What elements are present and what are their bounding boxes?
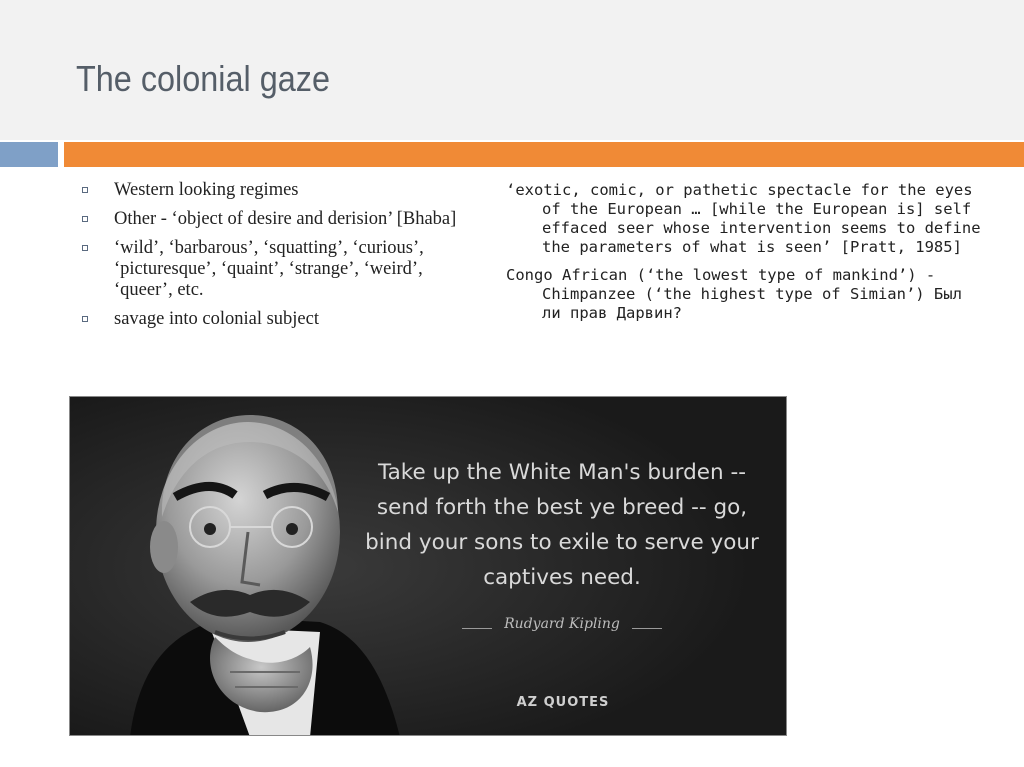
bullet-text: savage into colonial subject xyxy=(114,309,319,329)
pratt-quote: ‘exotic, comic, or pathetic spectacle for the eyes of the European … [while the European is] self effaced seer whose intervention seems to define the parameters of what is seen’ [Pratt, 1985] xyxy=(506,181,981,256)
author-signature: Rudyard Kipling xyxy=(504,616,620,632)
square-bullet-icon xyxy=(82,216,88,222)
quote-text: Take up the White Man's burden -- send forth the best ye breed -- go, bind your sons to exile to serve your captives need. xyxy=(365,460,759,590)
right-column xyxy=(506,181,986,332)
accent-bar-blue xyxy=(0,142,58,167)
bullet-item xyxy=(80,209,480,230)
congo-comparison: Congo African (‘the lowest type of mankind’) - Chimpanzee (‘the highest type of Simian’) Был ли прав Дарвин? xyxy=(506,266,962,322)
accent-bar-orange xyxy=(64,142,1024,167)
bullet-item xyxy=(80,309,480,330)
kipling-quote-image xyxy=(69,396,787,736)
signature-line-right xyxy=(632,628,662,629)
bullet-item xyxy=(80,238,480,301)
bullet-item xyxy=(80,180,480,201)
bullet-text: Western looking regimes xyxy=(114,180,299,200)
square-bullet-icon xyxy=(82,187,88,193)
slide-title: The colonial gaze xyxy=(76,58,330,99)
bullet-list xyxy=(80,180,480,338)
bullet-text: ‘wild’, ‘barbarous’, ‘squatting’, ‘curious’, ‘picturesque’, ‘quaint’, ‘strange’, ‘weird’, ‘queer’, etc. xyxy=(114,238,424,300)
square-bullet-icon xyxy=(82,245,88,251)
bullet-text: Other - ‘object of desire and derision’ [Bhaba] xyxy=(114,209,457,229)
square-bullet-icon xyxy=(82,316,88,322)
azquotes-logo: AZ QUOTES xyxy=(516,695,610,710)
